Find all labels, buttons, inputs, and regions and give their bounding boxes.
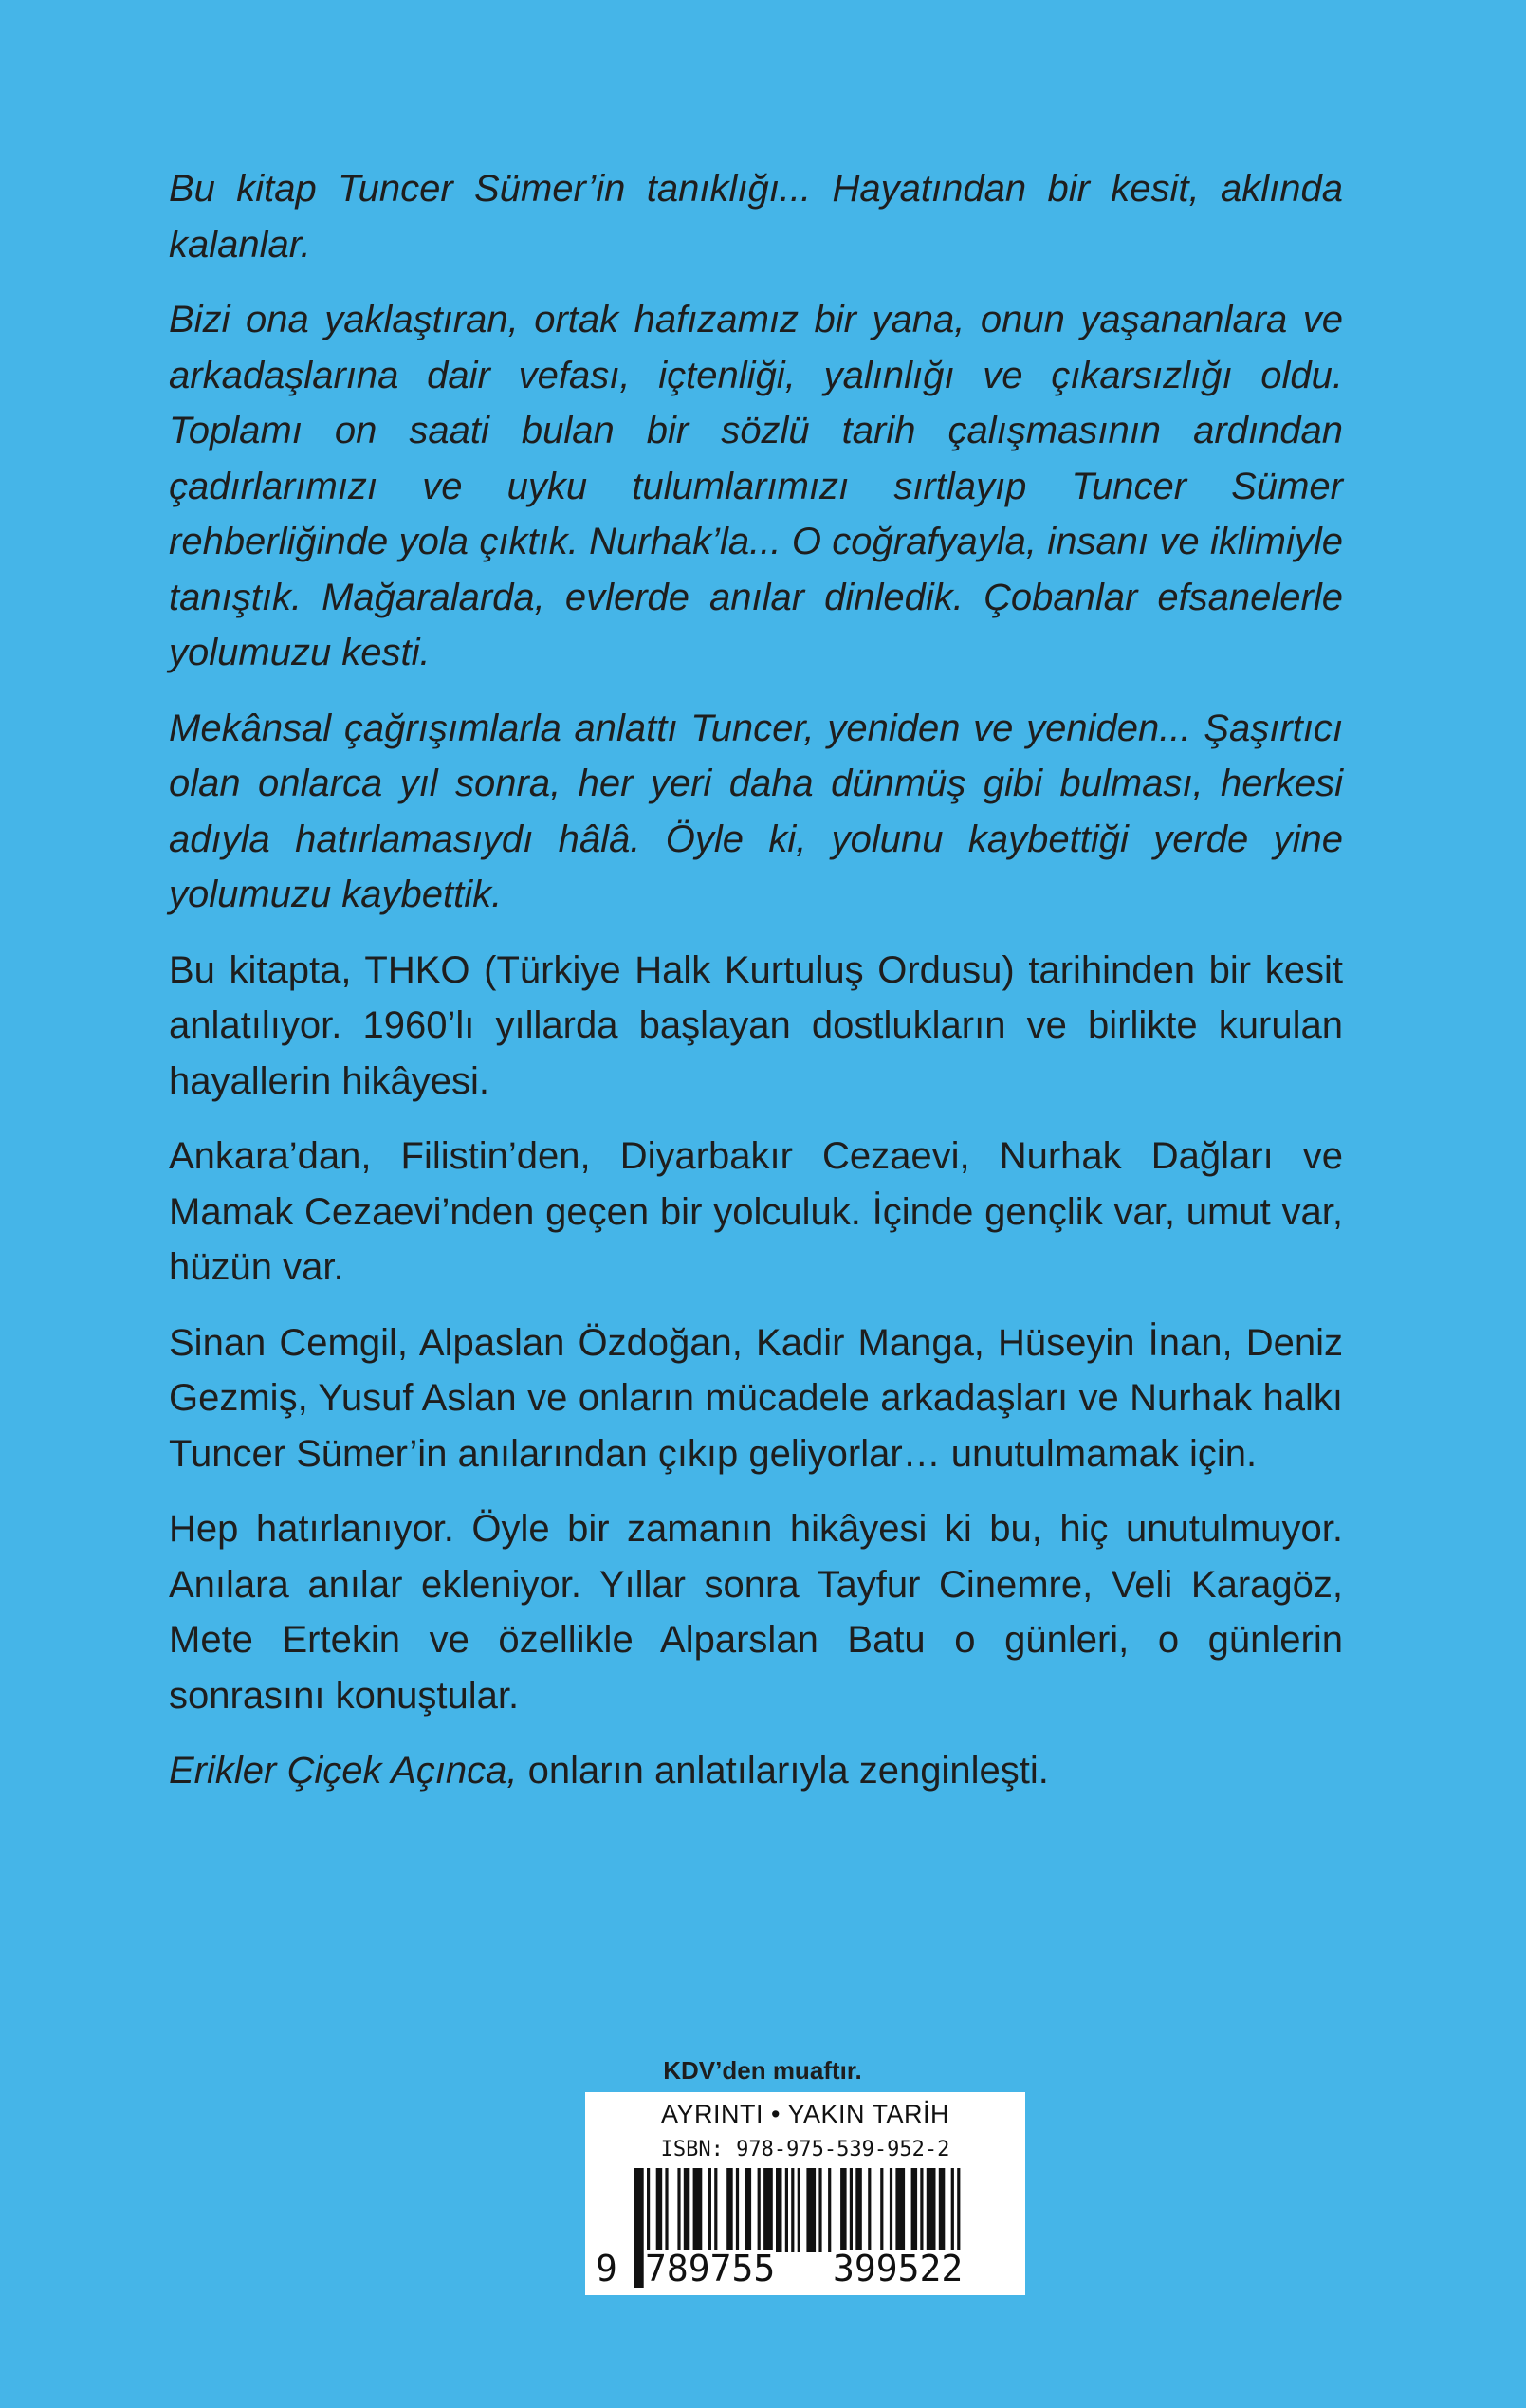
- paragraph-places: Ankara’dan, Filistin’den, Diyarbakır Cezaevi, Nurhak Dağları ve Mamak Cezaevi’nden geçen bir yolculuk. İçinde gençlik var, umut var, hüzün var.: [169, 1135, 1343, 1288]
- paragraph-closing: [169, 1743, 1343, 1799]
- barcode-digits-left: 789755: [645, 2248, 776, 2289]
- paragraph-intro: Bu kitap Tuncer Sümer’in tanıklığı... Hayatından bir kesit, aklında kalanlar.: [169, 168, 1343, 266]
- isbn-label: ISBN: 978-975-539-952-2: [660, 2138, 950, 2161]
- paragraph-journey: Bizi ona yaklaştıran, ortak hafızamız bir yana, onun yaşananlara ve arkadaşlarına dair vefası, içtenliği, yalınlığı ve çıkarsızlığı oldu. Toplamı on saati bulan bir sözlü tarih çalışmasının ardından çadırlarımızı ve uyku tulumlarımızı sırtlayıp Tuncer Sümer rehberliğinde yola çıktık. Nurhak’la... O coğrafyayla, insanı ve iklimiyle tanıştık. Mağaralarda, evlerde anılar dinledik. Çobanlar efsanelerle yolumuzu kesti.: [169, 299, 1343, 673]
- paragraph-thko: Bu kitapta, THKO (Türkiye Halk Kurtuluş Ordusu) tarihinden bir kesit anlatılıyor. 1960’lı yıllarda başlayan dostlukların ve birlikte kurulan hayallerin hikâyesi.: [169, 948, 1343, 1102]
- tax-exempt-note: KDV’den muaftır.: [663, 2056, 862, 2085]
- series-label: AYRINTI • YAKIN TARİH: [660, 2100, 949, 2128]
- barcode-digit-first: 9: [596, 2248, 617, 2289]
- book-title: Erikler Çiçek Açınca,: [169, 1750, 518, 1792]
- paragraph-names: Sinan Cemgil, Alpaslan Özdoğan, Kadir Manga, Hüseyin İnan, Deniz Gezmiş, Yusuf Aslan ve onların mücadele arkadaşları ve Nurhak halkı Tuncer Sümer’in anılarından çıkıp geliyorlar… unutulmamak için.: [169, 1321, 1343, 1475]
- paragraph-memory: Mekânsal çağrışımlarla anlattı Tuncer, yeniden ve yeniden... Şaşırtıcı olan onlarca yıl sonra, her yeri daha dünmüş gibi bulması, herkesi adıyla hatırlamasıydı hâlâ. Öyle ki, yolunu kaybettiği yerde yine yolumuzu kaybettik.: [169, 707, 1343, 915]
- paragraph-remembered: Hep hatırlanıyor. Öyle bir zamanın hikâyesi ki bu, hiç unutulmuyor. Anılara anılar ekleniyor. Yıllar sonra Tayfur Cinemre, Veli Karagöz, Mete Ertekin ve özellikle Alparslan Batu o günleri, o günlerin sonrasını konuştular.: [169, 1508, 1343, 1717]
- closing-text: onların anlatılarıyla zenginleşti.: [517, 1750, 1049, 1792]
- barcode-panel: [585, 2092, 1025, 2295]
- back-cover-text: [169, 161, 1343, 1819]
- barcode-digits-right: 399522: [833, 2248, 964, 2289]
